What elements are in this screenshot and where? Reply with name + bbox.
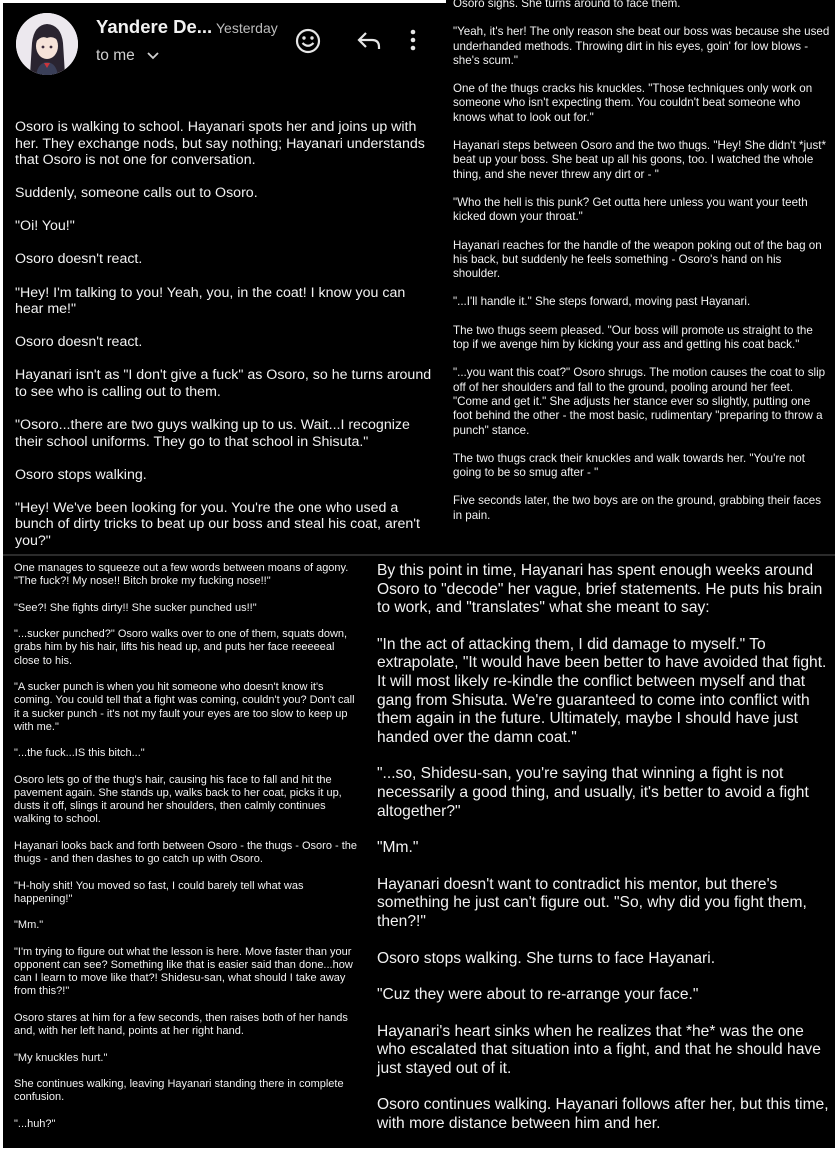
paragraph: Osoro stops walking. She turns to face Hayanari. — [377, 949, 716, 967]
paragraph: "See?! She fights dirty!! She sucker punched us!!" — [14, 601, 257, 614]
paragraph: "My knuckles hurt." — [14, 1051, 108, 1064]
email-body — [15, 119, 433, 554]
email-panel-top-left — [3, 3, 446, 554]
paragraph: "I'm trying to figure out what the lesson is here. Move faster than your opponent can see? Something like that is easier said than done...how can I learn to move like that?! Shidesu-san, what should I take away from this?!" — [14, 945, 353, 998]
more-options-icon[interactable] — [407, 27, 419, 55]
paragraph: "Yeah, it's her! The only reason she beat our boss was because she used underhanded methods. Throwing dirt in his eyes, goin' for low blows - she's scum." — [453, 25, 830, 67]
paragraph: "...huh?" — [14, 1117, 56, 1130]
paragraph: "Oi! You!" — [15, 218, 75, 235]
paragraph: "Mm." — [377, 839, 419, 857]
email-panel-top-right — [446, 0, 835, 554]
paragraph: Hayanari isn't as "I don't give a fuck" as Osoro, so he turns around to see who is calling out to them. — [15, 367, 432, 400]
paragraph: "Osoro...there are two guys walking up to us. Wait...I recognize their school uniforms. They go to that school in Shisuta." — [15, 417, 410, 450]
paragraph: The two thugs seem pleased. "Our boss will promote us straight to the top if we avenge him by kicking your ass and getting his coat back." — [453, 323, 813, 352]
paragraph: "Who the hell is this punk? Get outta here unless you want your teeth kicked down your throat." — [453, 195, 808, 224]
sender-avatar[interactable] — [16, 13, 78, 75]
paragraph: "...I'll handle it." She steps forward, moving past Hayanari. — [453, 295, 751, 309]
paragraph: "A sucker punch is when you hit someone who doesn't know it's coming. You could tell that a fight was coming, couldn't you? Don't call it a sucker punch - it's not my fault your eyes are too slow to keep up with me." — [14, 681, 355, 733]
recipient-label[interactable]: to me — [96, 47, 135, 64]
paragraph: Hayanari doesn't want to contradict his mentor, but there's something he just can't figure out. "So, why did you fight them, then?!" — [377, 875, 807, 930]
paragraph: "...the fuck...IS this bitch..." — [14, 747, 145, 760]
paragraph: Five seconds later, the two boys are on the ground, grabbing their faces in pain. — [453, 494, 821, 522]
email-panel-bottom-right — [368, 556, 835, 1148]
reply-icon[interactable] — [355, 27, 383, 55]
paragraph: "Mm." — [14, 919, 44, 932]
paragraph: "H-holy shit! You moved so fast, I could barely tell what was happening!" — [14, 879, 304, 905]
paragraph: She continues walking, leaving Hayanari standing there in complete confusion. — [14, 1078, 344, 1104]
paragraph: By this point in time, Hayanari has spent enough weeks around Osoro to "decode" her vague, brief statements. He puts his brain to work, and "translates" what she meant to say: — [377, 562, 823, 617]
paragraph: Osoro stares at him for a few seconds, then raises both of her hands and, with her left hand, points at her right hand. — [14, 1011, 348, 1038]
paragraph: Osoro doesn't react. — [15, 334, 143, 351]
emoji-icon[interactable] — [294, 27, 322, 55]
paragraph: "...sucker punched?" Osoro walks over to one of them, squats down, grabs him by his hair, lifts his head up, and puts her face reeeeeal close to his. — [14, 628, 348, 667]
paragraph: The two thugs crack their knuckles and walk towards her. "You're not going to be so smug after - " — [453, 451, 805, 480]
paragraph: Osoro is walking to school. Hayanari spots her and joins up with her. They exchange nods, but say nothing; Hayanari understands that Osoro is not one for conversation. — [15, 119, 425, 169]
paragraph: Osoro lets go of the thug's hair, causing his face to fall and hit the pavement again. She stands up, walks back to her coat, picks it up, dusts it off, slings it around her shoulders, then calmly continues walking to school. — [14, 773, 342, 826]
paragraph: Hayanari steps between Osoro and the two thugs. "Hey! She didn't *just* beat up your boss. She beat up all his goons, too. I watched the whole thing, and she never threw any dirt or - " — [453, 139, 827, 181]
paragraph: Suddenly, someone calls out to Osoro. — [15, 185, 258, 202]
paragraph: Hayanari's heart sinks when he realizes that *he* was the one who escalated that situation into a fight, and that he should have just stayed out of it. — [377, 1022, 821, 1077]
paragraph: Osoro stops walking. — [15, 466, 147, 483]
paragraph: "Hey! I'm talking to you! Yeah, you, in the coat! I know you can hear me!" — [15, 284, 406, 318]
paragraph: Hayanari looks back and forth between Osoro - the thugs - Osoro - the thugs - and then dashes to go catch up with Osoro. — [14, 839, 358, 866]
paragraph: Osoro sighs. She turns around to face them. — [453, 0, 681, 10]
paragraph: Osoro continues walking. Hayanari follows after her, but this time, with more distance between him and her. — [377, 1096, 829, 1133]
paragraph: "...so, Shidesu-san, you're saying that winning a fight is not necessarily a good thing, and usually, it's better to avoid a fight altogether?" — [377, 765, 809, 820]
paragraph: Hayanari reaches for the handle of the weapon poking out of the bag on his back, but suddenly he feels something - Osoro's hand on his shoulder. — [453, 238, 822, 281]
paragraph: "Hey! We've been looking for you. You're the one who used a bunch of dirty tricks to beat up our boss and steal his coat, aren't you?" — [15, 499, 420, 549]
chevron-down-icon[interactable] — [147, 52, 159, 60]
paragraph: "In the act of attacking them, I did damage to myself." To extrapolate, "It would have been better to have avoided that fight. It will most likely re-kindle the conflict between myself and that gang from Shisuta. We're guaranteed to come into conflict with them again in the future. Ultimately, maybe I should have just handed over the damn coat." — [377, 635, 827, 746]
email-panel-bottom-left — [3, 556, 368, 1148]
paragraph: One manages to squeeze out a few words between moans of agony. "The fuck?! My nose!! Bitch broke my fucking nose!!" — [14, 562, 349, 588]
email-timestamp: Yesterday — [216, 20, 278, 36]
paragraph: One of the thugs cracks his knuckles. "Those techniques only work on someone who isn't expecting them. You couldn't beat someone who knows what to look out for." — [453, 82, 813, 124]
sender-name[interactable]: Yandere De... — [96, 16, 213, 37]
paragraph: "...you want this coat?" Osoro shrugs. The motion causes the coat to slip off of her shoulders and fall to the ground, pooling around her feet. "Come and get it." She adjusts her stance ever so slightly, putting one foot behind the other - the most basic, rudimentary "preparing to throw a punch" stance. — [453, 366, 826, 437]
paragraph: Osoro doesn't react. — [15, 251, 143, 268]
paragraph: "Cuz they were about to re-arrange your face." — [377, 986, 699, 1004]
